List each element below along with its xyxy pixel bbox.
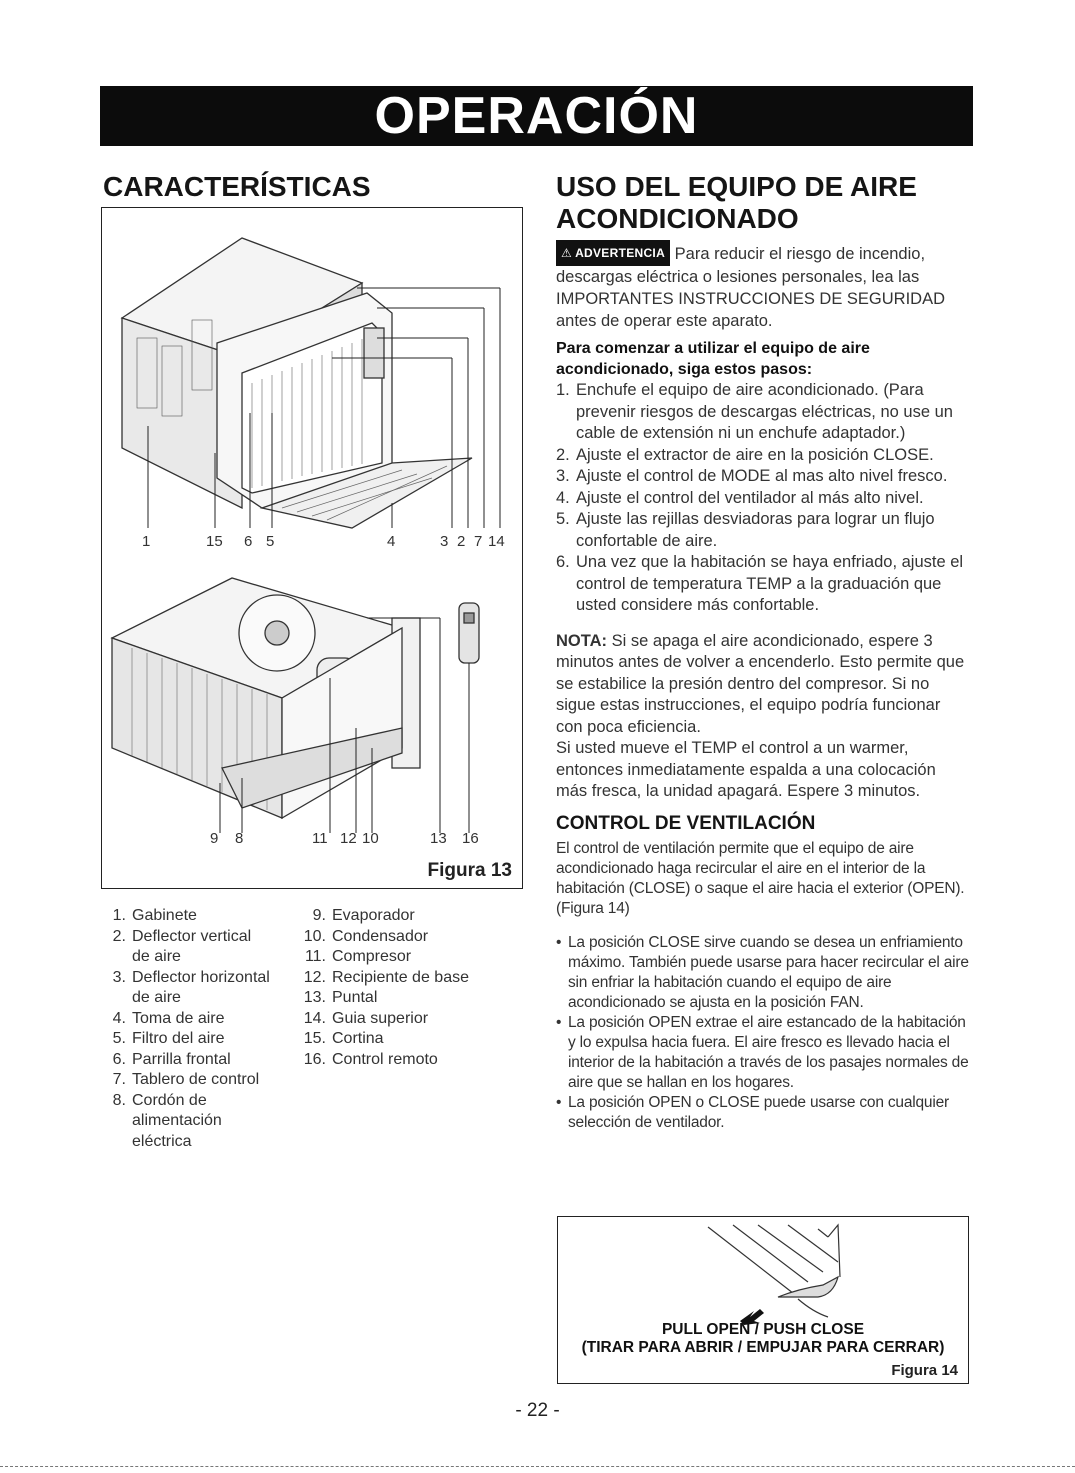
list-item: 3. Ajuste el control de MODE al mas alto nivel fresco. xyxy=(556,467,948,485)
warning-paragraph: ⚠ ADVERTENCIA Para reducir el riesgo de incendio, descargas eléctrica o lesiones personales, lea las IMPORTANTES INSTRUCCIONES DE SEGURIDAD antes de operar este aparato. xyxy=(556,240,971,332)
list-item: 5. Ajuste las rejillas desviadoras para lograr un flujo confortable de aire. xyxy=(556,510,935,550)
warning-triangle-icon: ⚠ xyxy=(561,246,573,260)
callout-1: 1 xyxy=(142,533,151,550)
callout-4: 4 xyxy=(387,533,396,550)
list-item: 15. Cortina xyxy=(303,1030,384,1047)
list-item: 2. Ajuste el extractor de aire en la posición CLOSE. xyxy=(556,445,934,464)
vent-intro: El control de ventilación permite que el equipo de aire acondicionado haga recircular el aire en el interior de la habitación (CLOSE) o saque el aire hacia el exterior (OPEN). (Figura 14) xyxy=(556,839,965,917)
callout-6: 6 xyxy=(244,533,253,550)
right-heading-line2: ACONDICIONADO xyxy=(556,203,799,234)
parts-list-col1 xyxy=(100,906,300,1152)
steps-intro: Para comenzar a utilizar el equipo de aire acondicionado, siga estos pasos: xyxy=(556,340,870,378)
callout-13: 13 xyxy=(430,830,447,847)
warning-badge: ⚠ ADVERTENCIA xyxy=(556,240,670,266)
note-paragraph: NOTA: Si se apaga el aire acondicionado, espere 3 minutos antes de volver a encenderlo. Esto permite que se estabilice la presión dentro del compresor. Si no sigue estas instrucciones, el equipo podría funcionar con poca eficiencia. Si usted mueve el TEMP el control a un warmer, entonces inmediatamente espalda a una colocación más fresca, la unidad apagará. Espere 3 minutos. xyxy=(556,631,965,800)
list-item: 16. Control remoto xyxy=(303,1050,438,1068)
list-item: 11. Compresor xyxy=(304,948,412,965)
callout-12: 12 xyxy=(340,830,357,847)
list-item: • La posición OPEN extrae el aire estancado de la habitación y lo expulsa hacia fuera. El aire fresco es llevado hacia el interior de la habitación a través de los pasajes normales de aire que se hallan en los hogares. xyxy=(556,1013,969,1091)
list-item: 12. Recipiente de base xyxy=(303,968,469,986)
figure-14 xyxy=(557,1216,969,1384)
vent-control-illustration xyxy=(558,1217,968,1327)
list-item: 3. Deflector horizontal de aire xyxy=(112,968,270,1006)
page-banner: OPERACIÓN xyxy=(100,86,973,146)
page-number: - 22 - xyxy=(515,1400,560,1421)
callout-10: 10 xyxy=(362,830,379,847)
list-item: 14. Guia superior xyxy=(303,1009,429,1027)
callout-11: 11 xyxy=(312,830,328,847)
figure-13-caption: Figura 13 xyxy=(427,860,512,881)
steps-list xyxy=(556,380,971,617)
parts-list-col2 xyxy=(300,906,530,1070)
figure-13 xyxy=(101,207,523,889)
left-heading: CARACTERÍSTICAS xyxy=(103,171,371,202)
vent-heading: CONTROL DE VENTILACIÓN xyxy=(556,812,816,834)
list-item: • La posición CLOSE sirve cuando se desea un enfriamiento máximo. También puede usarse para hacer recircular el aire sin enfriar la habitación cuando el equipo de aire acondicionado se ajusta en la posición FAN. xyxy=(556,933,969,1011)
bottom-divider xyxy=(0,1466,1075,1467)
list-item: 6. Parrilla frontal xyxy=(112,1050,231,1068)
callout-2: 2 xyxy=(457,533,466,550)
list-item: 1. Enchufe el equipo de aire acondicionado. (Para prevenir riesgos de descargas eléctricas, no use un cable de extensión ni un enchufe adaptador.) xyxy=(556,381,953,442)
callout-14: 14 xyxy=(488,533,505,550)
right-column xyxy=(556,240,971,1133)
list-item: 10. Condensador xyxy=(303,927,429,945)
list-item: 9. Evaporador xyxy=(312,907,415,924)
callout-8: 8 xyxy=(235,830,244,847)
list-item: 5. Filtro del aire xyxy=(112,1030,225,1047)
list-item: 8. Cordón de alimentación eléctrica xyxy=(112,1091,222,1150)
list-item: 6. Una vez que la habitación se haya enfriado, ajuste el control de temperatura TEMP a la graduación que usted considere más confortable. xyxy=(556,553,964,614)
list-item: 7. Tablero de control xyxy=(112,1071,260,1088)
vent-bullets xyxy=(556,933,971,1133)
callout-9: 9 xyxy=(210,830,219,847)
callout-15: 15 xyxy=(206,533,223,550)
list-item: 1. Gabinete xyxy=(112,907,197,924)
callout-3: 3 xyxy=(440,533,449,550)
list-item: 4. Ajuste el control del ventilador al más alto nivel. xyxy=(556,488,924,507)
list-item: • La posición OPEN o CLOSE puede usarse con cualquier selección de ventilador. xyxy=(556,1093,949,1131)
right-heading-line1: USO DEL EQUIPO DE AIRE xyxy=(556,171,917,202)
list-item: 13. Puntal xyxy=(303,989,378,1006)
figure-14-caption: Figura 14 xyxy=(891,1362,958,1379)
callout-16: 16 xyxy=(462,830,479,847)
note-label: NOTA: xyxy=(556,631,608,650)
callout-5: 5 xyxy=(266,533,275,550)
callout-7: 7 xyxy=(474,533,483,550)
list-item: 4. Toma de aire xyxy=(112,1009,225,1027)
figure-14-label: PULL OPEN / PUSH CLOSE (TIRAR PARA ABRIR / EMPUJAR PARA CERRAR) xyxy=(581,1321,945,1356)
list-item: 2. Deflector vertical de aire xyxy=(112,927,252,965)
